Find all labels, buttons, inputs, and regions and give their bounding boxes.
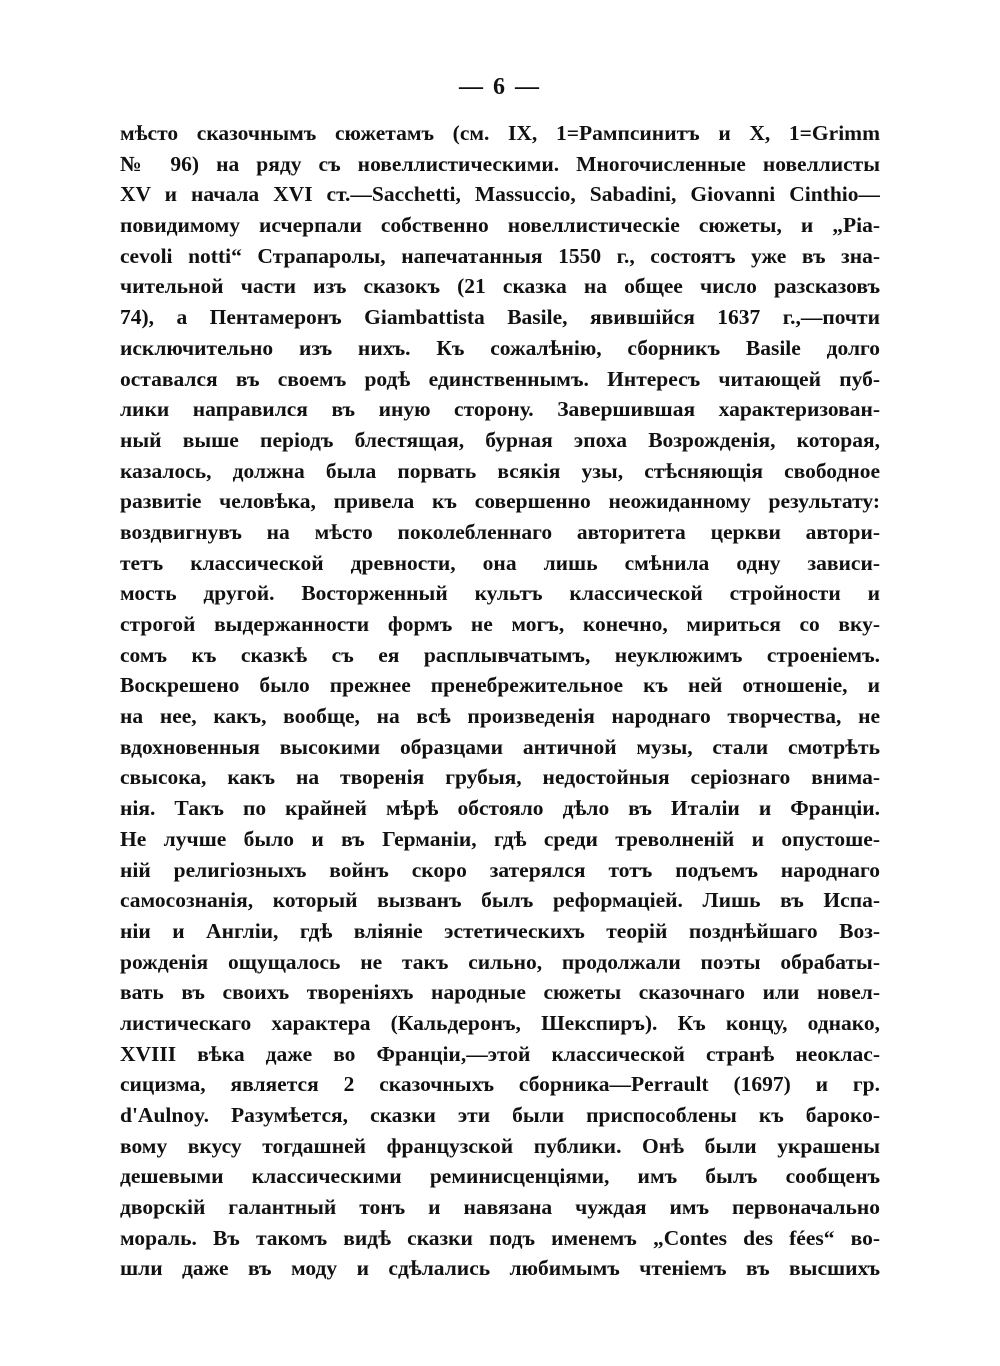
text-line: нія. Такъ по крайней мѣрѣ обстояло дѣло въ Италіи и Франціи. — [120, 796, 880, 821]
text-line: сомъ къ сказкѣ съ ея расплывчатымъ, неуклюжимъ строеніемъ. — [120, 642, 880, 667]
text-line: тетъ классической древности, она лишь смѣнила одну зависи- — [120, 550, 880, 575]
text-line: мораль. Въ такомъ видѣ сказки подъ именемъ „Contes des fées“ во- — [120, 1225, 880, 1250]
text-line: воздвигнувъ на мѣсто поколебленнаго авторитета церкви автори- — [120, 519, 880, 544]
text-line: сицизма, является 2 сказочныхъ сборника—Perrault (1697) и гр. — [120, 1072, 880, 1097]
page-number: — 6 — — [459, 74, 541, 100]
text-line: самосознанія, который вызванъ былъ реформаціей. Лишь въ Испа- — [120, 888, 880, 913]
text-line: мость другой. Восторженный культъ классической стройности и — [120, 581, 880, 606]
text-line: Не лучше было и въ Германіи, гдѣ среди треволненій и опустоше- — [120, 826, 880, 851]
text-line: шли даже въ моду и сдѣлались любимымъ чтеніемъ въ высшихъ — [120, 1256, 880, 1281]
text-line: вому вкусу тогдашней французской публики. Онѣ были украшены — [120, 1133, 880, 1158]
text-line: вать въ своихъ твореніяхъ народные сюжеты сказочнаго или новел- — [120, 980, 880, 1005]
text-line: оставался въ своемъ родѣ единственнымъ. Интересъ читающей пуб- — [120, 366, 880, 391]
text-line: чительной части изъ сказокъ (21 сказка на общее число разсказовъ — [120, 274, 880, 299]
text-line: повидимому исчерпали собственно новеллистическіе сюжеты, и „Pia- — [120, 213, 880, 238]
text-line: cevoli notti“ Страпаролы, напечатанныя 1550 г., состоятъ уже въ зна- — [120, 243, 880, 268]
text-line: ніи и Англіи, гдѣ вліяніе эстетическихъ теорій позднѣйшаго Воз- — [120, 918, 880, 943]
text-line: Воскрешено было прежнее пренебрежительное къ ней отношеніе, и — [120, 673, 880, 698]
text-line: строгой выдержанности формъ не могъ, конечно, мириться со вку- — [120, 612, 880, 636]
text-line: мѣсто сказочнымъ сюжетамъ (см. IX, 1=Рампсинитъ и X, 1=Grimm — [120, 121, 880, 145]
text-line: XV и начала XVI ст.—Sacchetti, Massuccio, Sabadini, Giovanni Cinthio— — [120, 182, 880, 207]
text-line: дешевыми классическими реминисценціями, имъ былъ сообщенъ — [120, 1164, 880, 1189]
body-text — [120, 118, 880, 1284]
text-line: дворскій галантный тонъ и навязана чуждая имъ первоначально — [120, 1195, 880, 1220]
text-line: ній религіозныхъ войнъ скоро затерялся тотъ подъемъ народнаго — [120, 857, 880, 882]
text-line: № 96) на ряду съ новеллистическими. Многочисленные новеллисты — [120, 151, 880, 176]
text-line: листическаго характера (Кальдеронъ, Шекспиръ). Къ концу, однако, — [120, 1010, 880, 1035]
text-line: рожденія ощущалось не такъ сильно, продолжали поэты обрабаты- — [120, 949, 880, 974]
text-line: казалось, должна была порвать всякія узы, стѣсняющія свободное — [120, 458, 880, 483]
text-line: XVIII вѣка даже во Франціи,—этой классической странѣ неоклас- — [120, 1041, 880, 1066]
text-line: лики направился въ иную сторону. Завершившая характеризован- — [120, 397, 880, 422]
text-line: d'Aulnoy. Разумѣется, сказки эти были приспособлены къ бароко- — [120, 1103, 880, 1127]
text-line: ный выше періодъ блестящая, бурная эпоха Возрожденія, которая, — [120, 427, 880, 452]
text-line: 74), а Пентамеронъ Giambattista Basile, явившійся 1637 г.,—почти — [120, 305, 880, 330]
text-line: вдохновенныя высокими образцами античной музы, стали смотрѣть — [120, 734, 880, 759]
text-line: на нее, какъ, вообще, на всѣ произведенія народнаго творчества, не — [120, 704, 880, 729]
text-line: исключительно изъ нихъ. Къ сожалѣнію, сборникъ Basile долго — [120, 335, 880, 360]
text-line: свысока, какъ на творенія грубыя, недостойныя серіознаго внима- — [120, 765, 880, 790]
text-line: развитіе человѣка, привела къ совершенно неожиданному результату: — [120, 489, 880, 514]
